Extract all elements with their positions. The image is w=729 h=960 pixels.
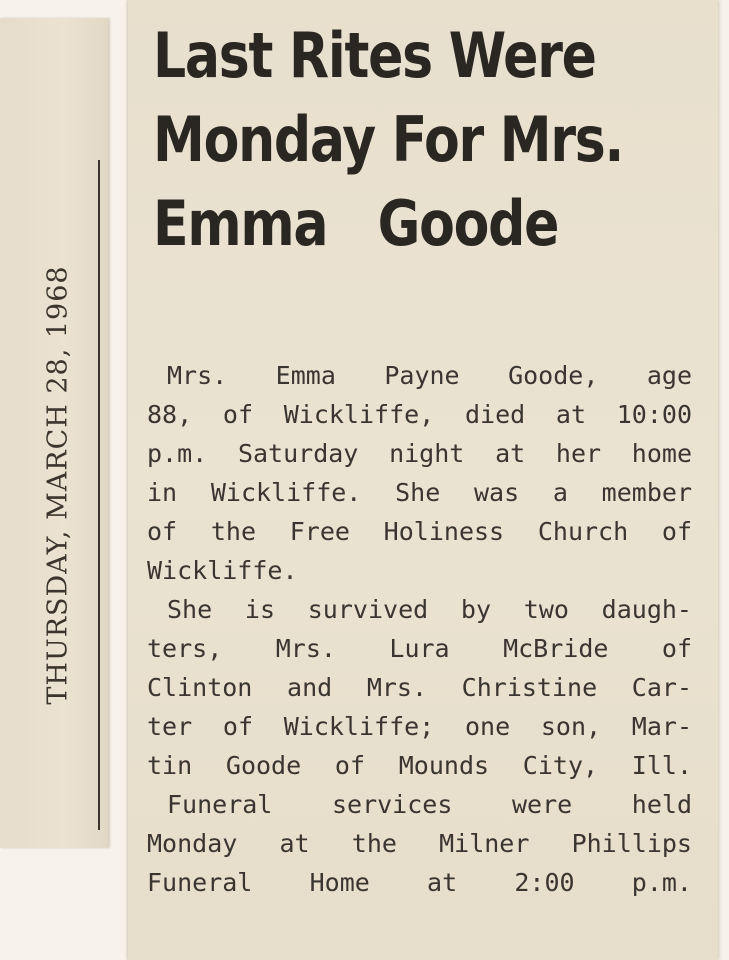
article-line: Wickliffe. (147, 556, 298, 585)
article-line: Funeral services were held (167, 790, 692, 819)
article-line: 88, of Wickliffe, died at 10:00 (147, 400, 692, 429)
publication-date: THURSDAY, MARCH 28, 1968 (42, 265, 74, 705)
article-body (147, 356, 692, 902)
article-line: Mrs. Emma Payne Goode, age (167, 361, 692, 390)
headline-line-3 (153, 182, 623, 266)
article-line: in Wickliffe. She was a member (147, 478, 692, 507)
article-line: of the Free Holiness Church of (147, 517, 692, 546)
article-line: p.m. Saturday night at her home (147, 439, 692, 468)
headline-word-first-name: Emma (153, 187, 328, 260)
article-line: Funeral Home at 2:00 p.m. (147, 868, 692, 897)
headline-line-2: Monday For Mrs. (153, 103, 624, 176)
article-line: Clinton and Mrs. Christine Car- (147, 673, 692, 702)
article-line: ters, Mrs. Lura McBride of (147, 634, 692, 663)
headline-line-1: Last Rites Were (153, 19, 596, 92)
date-rule (98, 160, 100, 830)
article-line: Monday at the Milner Phillips (147, 829, 692, 858)
headline-word-surname: Goode (377, 187, 559, 260)
headline (153, 14, 713, 266)
article-line: ter of Wickliffe; one son, Mar- (147, 712, 692, 741)
article-line: tin Goode of Mounds City, Ill. (147, 751, 692, 780)
article-line: She is survived by two daugh- (167, 595, 692, 624)
